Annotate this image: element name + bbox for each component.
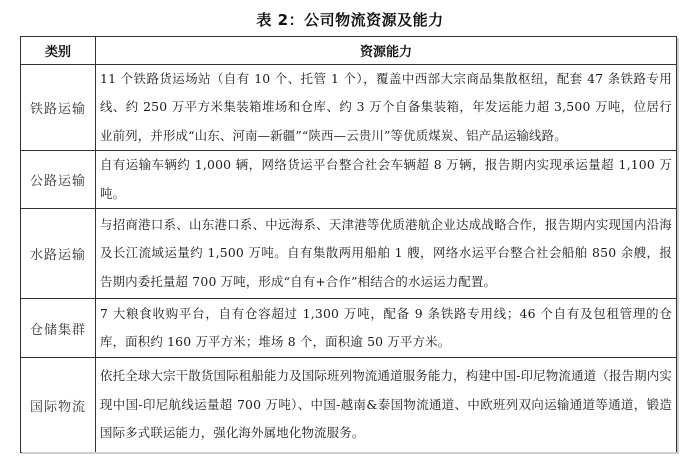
table-row	[21, 209, 677, 299]
table-row	[21, 358, 677, 453]
table-shadow-right	[677, 38, 679, 452]
row-description-waterway: 与招商港口系、山东港口系、中远海系、天津港等优质港航企业达成战略合作，报告期内实现国内沿海及长江流域运量约 1,500 万吨。自有集散两用船舶 1 艘，网络水运平台整合社会船舶 850 余艘，报告期内委托量超 700 万吨，形成“自有+合作”相结合的水运运力配置。	[96, 209, 677, 299]
table-row	[21, 151, 677, 209]
table-row	[21, 65, 677, 151]
row-description-railway: 11 个铁路货运场站（自有 10 个、托管 1 个），覆盖中西部大宗商品集散枢纽，配套 47 条铁路专用线、约 250 万平方米集装箱堆场和仓库、约 3 万个自备集装箱，年发运能力超 3,500 万吨，位居行业前列，并形成“山东、河南—新疆”“陕西—云贵川”等优质煤炭、铝产品运输线路。	[96, 65, 677, 151]
row-category-warehousing: 仓储集群	[21, 299, 96, 358]
row-category-waterway: 水路运输	[21, 209, 96, 299]
table-shadow-bottom	[22, 452, 679, 454]
row-description-road: 自有运输车辆约 1,000 辆，网络货运平台整合社会车辆超 8 万辆，报告期内实现承运量超 1,100 万吨。	[96, 151, 677, 209]
row-category-road: 公路运输	[21, 151, 96, 209]
table-row	[21, 299, 677, 358]
row-description-international: 依托全球大宗干散货国际租船能力及国际班列物流通道服务能力，构建中国-印尼物流通道（报告期内实现中国-印尼航线运量超 700 万吨）、中国-越南&泰国物流通道、中欧班列双向运输通道等通道，锻造国际多式联运能力，强化海外属地化物流服务。	[96, 358, 677, 453]
table-header-row	[21, 37, 677, 65]
table-title: 表 2：公司物流资源及能力	[256, 11, 444, 29]
header-capability: 资源能力	[96, 37, 677, 65]
row-category-international: 国际物流	[21, 358, 96, 453]
header-category: 类别	[21, 37, 96, 65]
logistics-resources-table	[20, 36, 677, 453]
row-description-warehousing: 7 大粮食收购平台，自有仓容超过 1,300 万吨，配备 9 条铁路专用线；46 个自有及包租管理的仓库，面积约 160 万平方米；堆场 8 个，面积逾 50 万平方米。	[96, 299, 677, 358]
row-category-railway: 铁路运输	[21, 65, 96, 151]
